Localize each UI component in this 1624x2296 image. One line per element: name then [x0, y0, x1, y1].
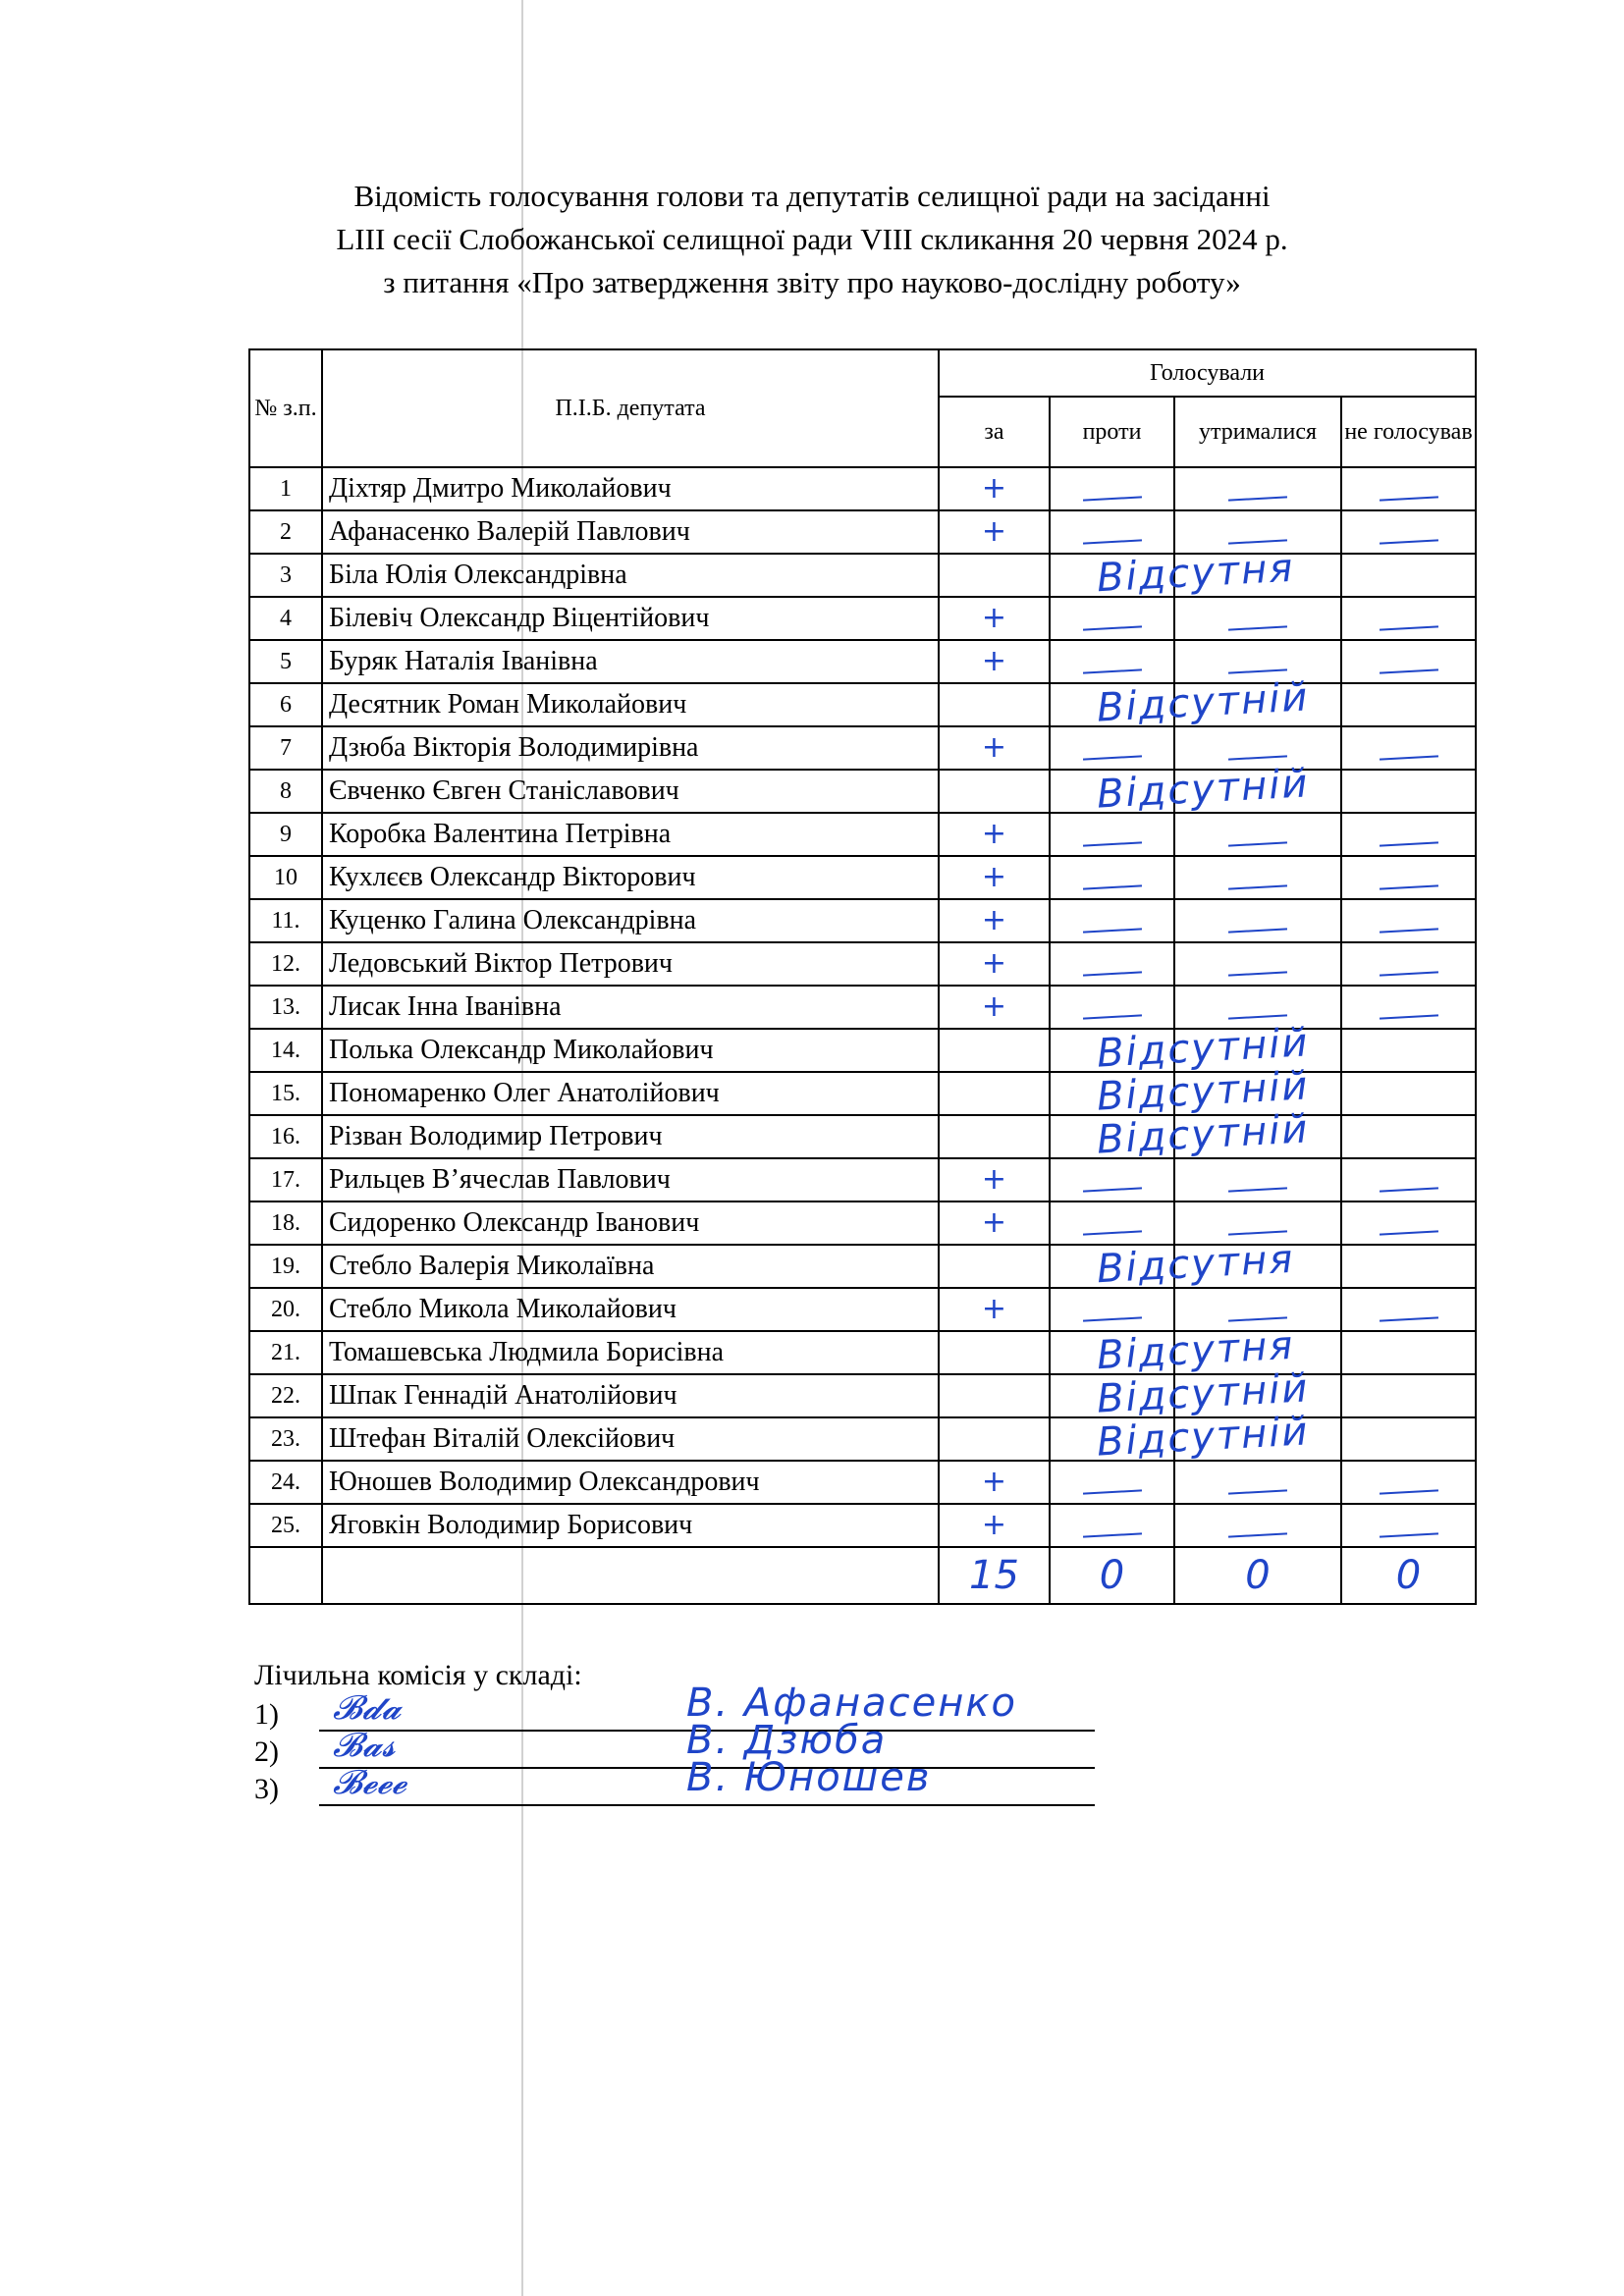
- vote-against-cell: [1050, 467, 1174, 510]
- deputy-name: Стебло Валерія Миколаївна: [322, 1245, 939, 1288]
- vote-for-cell: [939, 1106, 1311, 1163]
- deputy-name: Куценко Галина Олександрівна: [322, 899, 939, 942]
- table-row: [249, 597, 1476, 640]
- totals-row: [249, 1547, 1476, 1604]
- table-row: [249, 856, 1476, 899]
- vote-for-cell: [939, 1288, 1050, 1331]
- vote-abstained-cell: [1174, 1158, 1341, 1201]
- dash-mark: [1379, 884, 1437, 889]
- vote-against-cell: [1050, 942, 1174, 986]
- dash-mark: [1082, 1230, 1141, 1235]
- table-row: [249, 1158, 1476, 1201]
- vote-mark: +: [981, 1162, 1007, 1197]
- vote-mark: +: [981, 989, 1007, 1024]
- row-number: 16.: [249, 1115, 322, 1158]
- vote-for-cell: [939, 1461, 1050, 1504]
- vote-for-cell: [939, 1063, 1311, 1120]
- dash-mark: [1379, 1532, 1437, 1537]
- vote-mark: +: [981, 1465, 1007, 1499]
- dash-mark: [1379, 496, 1437, 501]
- vote-abstained-cell: [1174, 813, 1341, 856]
- row-number: 9: [249, 813, 322, 856]
- title-line-1: Відомість голосування голови та депутатів селищної ради на засіданні: [353, 179, 1271, 213]
- signature-scribble: 𝓑𝓪𝓼: [333, 1726, 396, 1765]
- dash-mark: [1082, 539, 1141, 544]
- dash-mark: [1228, 928, 1287, 933]
- vote-for-cell: [939, 761, 1311, 818]
- vote-for-cell: [939, 1365, 1311, 1422]
- vote-not-voted-cell: [1341, 683, 1476, 726]
- vote-not-voted-cell: [1341, 856, 1476, 899]
- table-body: [249, 467, 1476, 1547]
- table-row: [249, 1115, 1476, 1158]
- absent-note: Відсутній: [1095, 1106, 1311, 1163]
- vote-not-voted-cell: [1341, 554, 1476, 597]
- row-number: 1: [249, 467, 322, 510]
- dash-mark: [1082, 625, 1141, 630]
- vote-abstained-cell: [1174, 1461, 1341, 1504]
- dash-mark: [1082, 1489, 1141, 1494]
- vote-mark: +: [981, 514, 1007, 549]
- vote-against-cell: [1050, 640, 1174, 683]
- vote-for-cell: [939, 899, 1050, 942]
- vote-against-cell: [1050, 1461, 1174, 1504]
- dash-mark: [1379, 755, 1437, 760]
- dash-mark: [1379, 625, 1437, 630]
- vote-mark: +: [981, 1205, 1007, 1240]
- vote-for-cell: [939, 1409, 1311, 1466]
- vote-not-voted-cell: [1341, 899, 1476, 942]
- deputy-name: Рильцев В’ячеслав Павлович: [322, 1158, 939, 1201]
- member-name: В. Дзюба: [686, 1718, 888, 1763]
- table-row: [249, 899, 1476, 942]
- header-name: П.І.Б. депутата: [322, 349, 939, 467]
- vote-for-cell: [939, 640, 1050, 683]
- dash-mark: [1082, 1187, 1141, 1192]
- header-for: за: [939, 397, 1050, 467]
- table-row: [249, 467, 1476, 510]
- deputy-name: Десятник Роман Миколайович: [322, 683, 939, 726]
- vote-mark: +: [981, 1508, 1007, 1542]
- dash-mark: [1228, 1316, 1287, 1321]
- deputy-name: Штефан Віталій Олексійович: [322, 1417, 939, 1461]
- header-number: № з.п.: [249, 349, 322, 467]
- dash-mark: [1379, 971, 1437, 976]
- vote-mark: +: [981, 946, 1007, 981]
- absent-note: Відсутня: [1095, 1322, 1296, 1379]
- member-name: В. Афанасенко: [686, 1681, 1017, 1726]
- dash-mark: [1228, 625, 1287, 630]
- row-number: 20.: [249, 1288, 322, 1331]
- dash-mark: [1379, 1230, 1437, 1235]
- row-number: 7: [249, 726, 322, 770]
- row-number: 4: [249, 597, 322, 640]
- absent-note: Відсутній: [1095, 1020, 1311, 1077]
- table-row: [249, 554, 1476, 597]
- table-row: [249, 942, 1476, 986]
- dash-mark: [1082, 971, 1141, 976]
- deputy-name: Білевіч Олександр Віцентійович: [322, 597, 939, 640]
- vote-for-cell: [939, 1322, 1296, 1379]
- vote-not-voted-cell: [1341, 467, 1476, 510]
- vote-against-cell: [1050, 726, 1174, 770]
- deputy-name: Шпак Геннадій Анатолійович: [322, 1374, 939, 1417]
- row-number: 6: [249, 683, 322, 726]
- dash-mark: [1228, 668, 1287, 673]
- row-number: 8: [249, 770, 322, 813]
- vote-mark: +: [981, 860, 1007, 894]
- vote-abstained-cell: [1174, 597, 1341, 640]
- total-abstained: 0: [1174, 1547, 1341, 1604]
- dash-mark: [1228, 841, 1287, 846]
- dash-mark: [1228, 1187, 1287, 1192]
- vote-abstained-cell: [1174, 1504, 1341, 1547]
- vote-abstained-cell: [1174, 942, 1341, 986]
- vote-mark: +: [981, 817, 1007, 851]
- dash-mark: [1379, 1489, 1437, 1494]
- deputy-name: Біла Юлія Олександрівна: [322, 554, 939, 597]
- row-number: 18.: [249, 1201, 322, 1245]
- table-row: [249, 770, 1476, 813]
- vote-not-voted-cell: [1341, 1288, 1476, 1331]
- vote-mark: +: [981, 601, 1007, 635]
- absent-note: Відсутній: [1095, 761, 1311, 818]
- vote-for-cell: [939, 1504, 1050, 1547]
- document-title: [0, 175, 1624, 304]
- vote-not-voted-cell: [1341, 1417, 1476, 1461]
- header-not-voted: не голосував: [1341, 397, 1476, 467]
- vote-not-voted-cell: [1341, 942, 1476, 986]
- dash-mark: [1228, 1489, 1287, 1494]
- vote-mark: +: [981, 471, 1007, 506]
- vote-for-cell: [939, 1201, 1050, 1245]
- vote-mark: +: [981, 730, 1007, 765]
- vote-abstained-cell: [1174, 899, 1341, 942]
- dash-mark: [1228, 539, 1287, 544]
- vote-not-voted-cell: [1341, 1029, 1476, 1072]
- vote-not-voted-cell: [1341, 986, 1476, 1029]
- vote-abstained-cell: [1174, 467, 1341, 510]
- dash-mark: [1228, 884, 1287, 889]
- signature-scribble: 𝓑𝓮𝓮𝓮: [333, 1763, 406, 1802]
- row-number: 3: [249, 554, 322, 597]
- deputy-name: Афанасенко Валерій Павлович: [322, 510, 939, 554]
- vote-not-voted-cell: [1341, 770, 1476, 813]
- dash-mark: [1379, 668, 1437, 673]
- dash-mark: [1228, 1532, 1287, 1537]
- vote-not-voted-cell: [1341, 726, 1476, 770]
- deputy-name: Полька Олександр Миколайович: [322, 1029, 939, 1072]
- vote-for-cell: [939, 467, 1050, 510]
- row-number: 2: [249, 510, 322, 554]
- member-index: 1): [254, 1698, 279, 1731]
- vote-mark: +: [981, 903, 1007, 937]
- vote-mark: +: [981, 644, 1007, 678]
- deputy-name: Пономаренко Олег Анатолійович: [322, 1072, 939, 1115]
- dash-mark: [1228, 755, 1287, 760]
- row-number: 14.: [249, 1029, 322, 1072]
- table-row: [249, 1417, 1476, 1461]
- vote-against-cell: [1050, 813, 1174, 856]
- absent-note: Відсутня: [1095, 545, 1296, 602]
- row-number: 15.: [249, 1072, 322, 1115]
- dash-mark: [1379, 1014, 1437, 1019]
- vote-for-cell: [939, 726, 1050, 770]
- deputy-name: Томашевська Людмила Борисівна: [322, 1331, 939, 1374]
- vote-not-voted-cell: [1341, 813, 1476, 856]
- member-index: 2): [254, 1735, 279, 1768]
- row-number: 24.: [249, 1461, 322, 1504]
- header-against: проти: [1050, 397, 1174, 467]
- row-number: 23.: [249, 1417, 322, 1461]
- deputy-name: Юношев Володимир Олександрович: [322, 1461, 939, 1504]
- table-row: [249, 1245, 1476, 1288]
- vote-for-cell: [939, 856, 1050, 899]
- dash-mark: [1082, 1316, 1141, 1321]
- absent-note: Відсутній: [1095, 1409, 1311, 1466]
- vote-for-cell: [939, 813, 1050, 856]
- member-index: 3): [254, 1773, 279, 1805]
- vote-for-cell: [939, 597, 1050, 640]
- vote-not-voted-cell: [1341, 1331, 1476, 1374]
- absent-note: Відсутня: [1095, 1236, 1296, 1293]
- row-number: 19.: [249, 1245, 322, 1288]
- signature-scribble: 𝓑𝓭𝓪: [333, 1688, 402, 1728]
- dash-mark: [1228, 1014, 1287, 1019]
- deputy-name: Євченко Євген Станіславович: [322, 770, 939, 813]
- vote-against-cell: [1050, 986, 1174, 1029]
- vote-for-cell: [939, 545, 1296, 602]
- header-voted: Голосували: [939, 349, 1476, 397]
- deputy-name: Стебло Микола Миколайович: [322, 1288, 939, 1331]
- row-number: 25.: [249, 1504, 322, 1547]
- dash-mark: [1379, 928, 1437, 933]
- voting-table: [248, 348, 1477, 1605]
- vote-not-voted-cell: [1341, 1374, 1476, 1417]
- row-number: 10: [249, 856, 322, 899]
- dash-mark: [1228, 1230, 1287, 1235]
- table-row: [249, 813, 1476, 856]
- dash-mark: [1082, 841, 1141, 846]
- total-for: 15: [939, 1547, 1050, 1604]
- dash-mark: [1082, 755, 1141, 760]
- vote-mark: +: [981, 1292, 1007, 1326]
- deputy-name: Діхтяр Дмитро Миколайович: [322, 467, 939, 510]
- absent-note: Відсутній: [1095, 1063, 1311, 1120]
- dash-mark: [1082, 1532, 1141, 1537]
- vote-for-cell: [939, 510, 1050, 554]
- signature-line: [319, 1804, 1095, 1806]
- vote-not-voted-cell: [1341, 1245, 1476, 1288]
- header-abstained: утрималися: [1174, 397, 1341, 467]
- row-number: 21.: [249, 1331, 322, 1374]
- row-number: 11.: [249, 899, 322, 942]
- vote-not-voted-cell: [1341, 1158, 1476, 1201]
- table-row: [249, 683, 1476, 726]
- vote-against-cell: [1050, 597, 1174, 640]
- row-number: 5: [249, 640, 322, 683]
- table-row: [249, 1461, 1476, 1504]
- vote-not-voted-cell: [1341, 1115, 1476, 1158]
- vote-against-cell: [1050, 1201, 1174, 1245]
- vote-not-voted-cell: [1341, 510, 1476, 554]
- deputy-name: Різван Володимир Петрович: [322, 1115, 939, 1158]
- deputy-name: Ледовський Віктор Петрович: [322, 942, 939, 986]
- dash-mark: [1082, 496, 1141, 501]
- counting-commission: [254, 1659, 1099, 1810]
- commission-title: Лічильна комісія у складі:: [254, 1659, 582, 1691]
- absent-note: Відсутній: [1095, 674, 1311, 731]
- title-line-3: з питання «Про затвердження звіту про науково-дослідну роботу»: [383, 265, 1241, 299]
- member-name: В. Юношев: [686, 1755, 932, 1800]
- vote-against-cell: [1050, 510, 1174, 554]
- dash-mark: [1082, 928, 1141, 933]
- table-row: [249, 1504, 1476, 1547]
- vote-not-voted-cell: [1341, 1461, 1476, 1504]
- deputy-name: Яговкін Володимир Борисович: [322, 1504, 939, 1547]
- vote-for-cell: [939, 1236, 1296, 1293]
- total-not-voted: 0: [1341, 1547, 1476, 1604]
- vote-against-cell: [1050, 1158, 1174, 1201]
- vote-not-voted-cell: [1341, 640, 1476, 683]
- title-line-2: LIII сесії Слобожанської селищної ради VIII скликання 20 червня 2024 р.: [336, 222, 1288, 256]
- vote-not-voted-cell: [1341, 597, 1476, 640]
- dash-mark: [1228, 496, 1287, 501]
- vote-not-voted-cell: [1341, 1201, 1476, 1245]
- vote-for-cell: [939, 674, 1311, 731]
- vote-for-cell: [939, 1020, 1311, 1077]
- total-against: 0: [1050, 1547, 1174, 1604]
- vote-not-voted-cell: [1341, 1504, 1476, 1547]
- row-number: 22.: [249, 1374, 322, 1417]
- dash-mark: [1379, 539, 1437, 544]
- vote-not-voted-cell: [1341, 1072, 1476, 1115]
- absent-note: Відсутній: [1095, 1365, 1311, 1422]
- dash-mark: [1379, 1187, 1437, 1192]
- vote-against-cell: [1050, 899, 1174, 942]
- dash-mark: [1082, 1014, 1141, 1019]
- deputy-name: Коробка Валентина Петрівна: [322, 813, 939, 856]
- row-number: 12.: [249, 942, 322, 986]
- deputy-name: Кухлєєв Олександр Вікторович: [322, 856, 939, 899]
- dash-mark: [1228, 971, 1287, 976]
- vote-for-cell: [939, 942, 1050, 986]
- row-number: 17.: [249, 1158, 322, 1201]
- vote-against-cell: [1050, 856, 1174, 899]
- deputy-name: Лисак Інна Іванівна: [322, 986, 939, 1029]
- deputy-name: Сидоренко Олександр Іванович: [322, 1201, 939, 1245]
- deputy-name: Буряк Наталія Іванівна: [322, 640, 939, 683]
- vote-against-cell: [1050, 1504, 1174, 1547]
- vote-abstained-cell: [1174, 856, 1341, 899]
- row-number: 13.: [249, 986, 322, 1029]
- dash-mark: [1379, 1316, 1437, 1321]
- vote-for-cell: [939, 986, 1050, 1029]
- dash-mark: [1082, 668, 1141, 673]
- dash-mark: [1082, 884, 1141, 889]
- vote-for-cell: [939, 1158, 1050, 1201]
- vote-against-cell: [1050, 1288, 1174, 1331]
- dash-mark: [1379, 841, 1437, 846]
- commission-member: [254, 1755, 1099, 1810]
- deputy-name: Дзюба Вікторія Володимирівна: [322, 726, 939, 770]
